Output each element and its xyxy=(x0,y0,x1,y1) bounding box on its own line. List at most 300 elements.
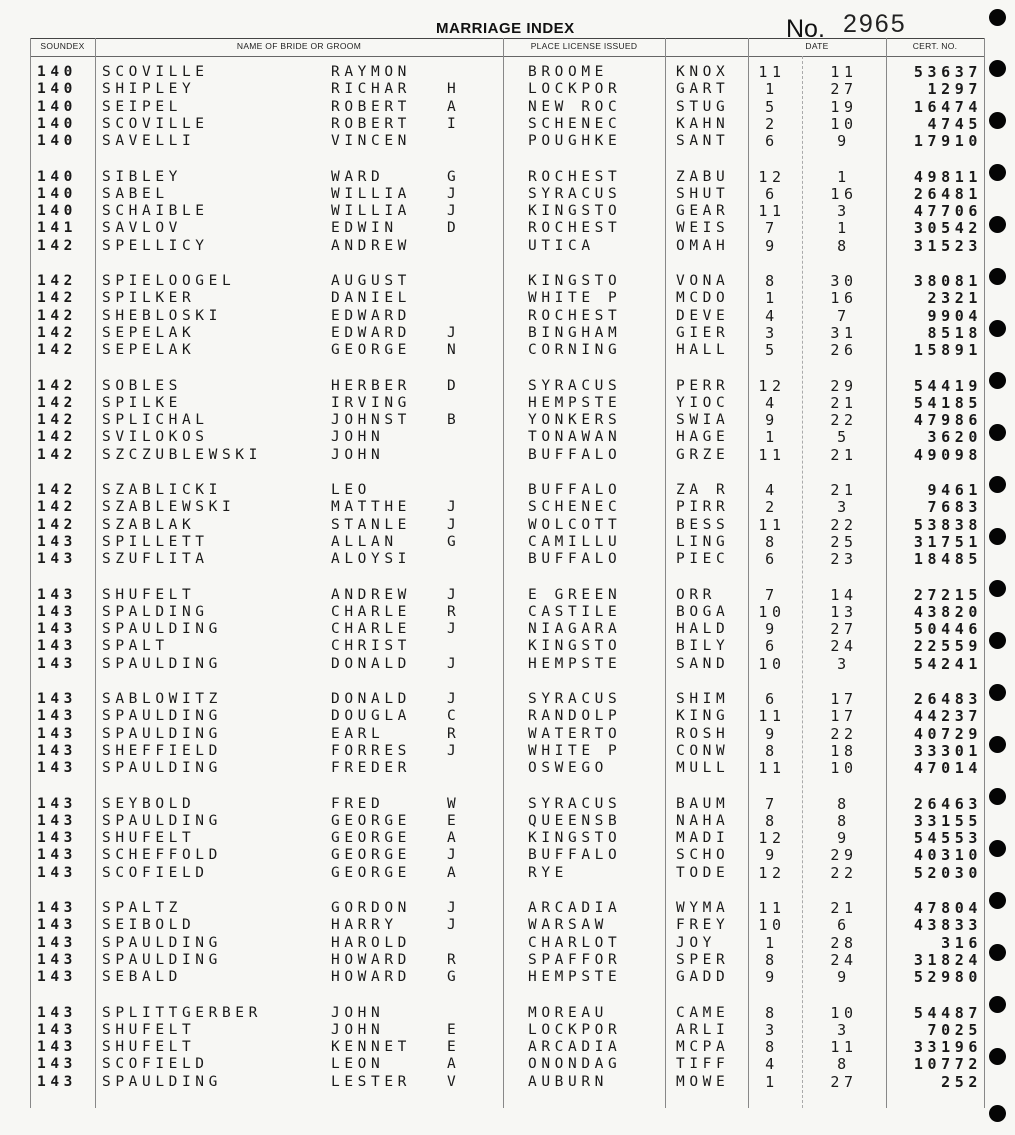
date-day: 19 xyxy=(830,97,858,116)
surname: SPAULDING xyxy=(102,655,222,672)
soundex-code: 143 xyxy=(37,725,77,742)
date-month: 8 xyxy=(765,532,779,551)
clerk-code: TIFF xyxy=(676,1056,730,1073)
certificate-number: 7025 xyxy=(927,1020,982,1039)
license-place: CASTILE xyxy=(528,603,622,620)
surname: SPLICHAL xyxy=(102,412,209,429)
table-row xyxy=(0,656,1015,673)
license-place: ONONDAG xyxy=(528,1056,622,1073)
table-row xyxy=(0,482,1015,499)
middle-initial: I xyxy=(447,115,461,132)
table-row xyxy=(0,638,1015,655)
feed-hole xyxy=(989,1105,1006,1122)
license-place: OSWEGO xyxy=(528,760,608,777)
surname: SEIPEL xyxy=(102,98,182,115)
table-row xyxy=(0,325,1015,342)
certificate-number: 9461 xyxy=(927,481,982,499)
date-month: 10 xyxy=(758,654,786,673)
middle-initial: N xyxy=(447,342,461,359)
date-month: 8 xyxy=(765,1003,779,1022)
surname: SPILKER xyxy=(102,290,196,307)
name-header: NAME OF BRIDE OR GROOM xyxy=(236,41,362,51)
middle-initial: G xyxy=(447,533,461,550)
soundex-code: 143 xyxy=(37,1004,77,1021)
date-day: 27 xyxy=(830,80,858,99)
license-place: WATERTO xyxy=(528,725,622,742)
middle-initial: J xyxy=(447,847,461,864)
clerk-code: SHIM xyxy=(676,691,730,707)
date-month: 11 xyxy=(758,515,786,534)
certificate-number: 49098 xyxy=(913,445,982,464)
date-month: 4 xyxy=(765,481,779,499)
date-day: 9 xyxy=(837,829,851,848)
license-place: KINGSTO xyxy=(528,830,622,847)
date-day: 8 xyxy=(837,1055,851,1074)
feed-hole xyxy=(989,788,1006,805)
middle-initial: J xyxy=(447,499,461,516)
record-group xyxy=(0,691,1015,796)
surname: SPAULDING xyxy=(102,1073,222,1090)
surname: SPAULDING xyxy=(102,951,222,968)
record-group xyxy=(0,796,1015,901)
surname: SPALT xyxy=(102,638,169,655)
license-place: LOCKPOR xyxy=(528,1021,622,1038)
record-group xyxy=(0,900,1015,1005)
soundex-code: 142 xyxy=(37,307,77,324)
given-name: LEO xyxy=(331,482,371,498)
soundex-code: 142 xyxy=(37,516,77,533)
table-row xyxy=(0,1056,1015,1073)
date-month: 6 xyxy=(765,550,779,569)
certificate-number: 26463 xyxy=(913,794,982,813)
surname: SEIBOLD xyxy=(102,917,196,934)
table-row xyxy=(0,238,1015,255)
surname: SPIELOOGEL xyxy=(102,273,236,289)
table-row xyxy=(0,447,1015,464)
date-month: 9 xyxy=(765,968,779,987)
table-row xyxy=(0,830,1015,847)
given-name: STANLE xyxy=(331,516,411,533)
surname: SEYBOLD xyxy=(102,795,196,812)
date-month: 4 xyxy=(765,1055,779,1074)
table-row xyxy=(0,99,1015,116)
clerk-code: SCHO xyxy=(676,847,730,864)
feed-hole xyxy=(989,528,1006,545)
certificate-number: 43833 xyxy=(913,916,982,935)
table-row xyxy=(0,517,1015,534)
certificate-number: 22559 xyxy=(913,637,982,656)
surname: SHEFFIELD xyxy=(102,742,222,759)
table-row xyxy=(0,551,1015,568)
certificate-number: 38081 xyxy=(913,272,982,290)
middle-initial: J xyxy=(447,742,461,759)
given-name: RAYMON xyxy=(331,64,411,80)
given-name: ALOYSI xyxy=(331,551,411,568)
certificate-number: 52030 xyxy=(913,863,982,882)
middle-initial: C xyxy=(447,708,461,725)
given-name: ROBERT xyxy=(331,98,411,115)
certificate-number: 8518 xyxy=(927,323,982,342)
license-place: ROCHEST xyxy=(528,168,622,185)
date-day: 9 xyxy=(837,968,851,987)
clerk-code: BAUM xyxy=(676,795,730,812)
soundex-code: 141 xyxy=(37,220,77,237)
date-month: 4 xyxy=(765,393,779,412)
soundex-code: 143 xyxy=(37,864,77,881)
surname: SIBLEY xyxy=(102,168,182,185)
feed-hole xyxy=(989,736,1006,753)
license-place: ARCADIA xyxy=(528,1039,622,1056)
clerk-code: GART xyxy=(676,81,730,98)
table-row xyxy=(0,935,1015,952)
date-month: 6 xyxy=(765,132,779,151)
table-row xyxy=(0,64,1015,81)
given-name: IRVING xyxy=(331,394,411,411)
clerk-code: HALD xyxy=(676,621,730,638)
clerk-code: GEAR xyxy=(676,203,730,220)
middle-initial: J xyxy=(447,655,461,672)
soundex-code: 140 xyxy=(37,98,77,115)
certificate-number: 40729 xyxy=(913,724,982,743)
table-row xyxy=(0,378,1015,395)
soundex-code: 142 xyxy=(37,412,77,429)
date-day: 17 xyxy=(830,690,858,708)
date-day: 22 xyxy=(830,515,858,534)
given-name: RICHAR xyxy=(331,81,411,98)
certificate-number: 1297 xyxy=(927,80,982,99)
feed-hole xyxy=(989,424,1006,441)
given-name: GORDON xyxy=(331,900,411,916)
surname: SCHEFFOLD xyxy=(102,847,222,864)
middle-initial: E xyxy=(447,1039,461,1056)
given-name: CHARLE xyxy=(331,603,411,620)
clerk-code: GADD xyxy=(676,969,730,986)
given-name: GEORGE xyxy=(331,864,411,881)
certificate-number: 44237 xyxy=(913,707,982,726)
license-place: ROCHEST xyxy=(528,307,622,324)
middle-initial: R xyxy=(447,725,461,742)
record-group xyxy=(0,273,1015,378)
certificate-number: 26481 xyxy=(913,184,982,203)
license-place: CAMILLU xyxy=(528,533,622,550)
date-day: 3 xyxy=(837,202,851,221)
date-month: 8 xyxy=(765,811,779,830)
date-month: 12 xyxy=(758,863,786,882)
given-name: DONALD xyxy=(331,655,411,672)
surname: SPAULDING xyxy=(102,934,222,951)
given-name: JOHNST xyxy=(331,412,411,429)
date-month: 3 xyxy=(765,323,779,342)
date-month: 9 xyxy=(765,236,779,255)
soundex-code: 143 xyxy=(37,1039,77,1056)
table-row xyxy=(0,499,1015,516)
date-month: 7 xyxy=(765,219,779,238)
clerk-code: FREY xyxy=(676,917,730,934)
date-month: 5 xyxy=(765,97,779,116)
date-day: 11 xyxy=(830,1038,858,1057)
middle-initial: H xyxy=(447,81,461,98)
middle-initial: D xyxy=(447,220,461,237)
surname: SZABLEWSKI xyxy=(102,499,236,516)
certificate-number: 16474 xyxy=(913,97,982,116)
surname: SEBALD xyxy=(102,969,182,986)
table-row xyxy=(0,587,1015,604)
certificate-number: 47986 xyxy=(913,411,982,430)
date-day: 10 xyxy=(830,1003,858,1022)
surname: SHEBLOSKI xyxy=(102,307,222,324)
given-name: DOUGLA xyxy=(331,708,411,725)
clerk-code: JOY xyxy=(676,934,716,951)
surname: SZCZUBLEWSKI xyxy=(102,446,262,463)
record-group xyxy=(0,1005,1015,1110)
date-day: 10 xyxy=(830,759,858,778)
page-title: MARRIAGE INDEX xyxy=(436,20,575,37)
soundex-code: 140 xyxy=(37,115,77,132)
clerk-code: WEIS xyxy=(676,220,730,237)
soundex-code: 142 xyxy=(37,499,77,516)
certificate-number: 3620 xyxy=(927,428,982,447)
certificate-number: 252 xyxy=(941,1072,982,1091)
soundex-code: 143 xyxy=(37,951,77,968)
clerk-code: ZABU xyxy=(676,168,730,185)
soundex-code: 143 xyxy=(37,917,77,934)
date-month: 6 xyxy=(765,637,779,656)
license-place: MOREAU xyxy=(528,1004,608,1021)
middle-initial: J xyxy=(447,516,461,533)
license-place: YONKERS xyxy=(528,412,622,429)
soundex-code: 142 xyxy=(37,394,77,411)
surname: SCOVILLE xyxy=(102,64,209,80)
table-row xyxy=(0,691,1015,708)
given-name: VINCEN xyxy=(331,133,411,150)
license-place: SYRACUS xyxy=(528,185,622,202)
given-name: ANDREW xyxy=(331,237,411,254)
license-place: HEMPSTE xyxy=(528,394,622,411)
clerk-code: LING xyxy=(676,533,730,550)
date-day: 22 xyxy=(830,724,858,743)
table-row xyxy=(0,796,1015,813)
surname: SAVELLI xyxy=(102,133,196,150)
surname: SZABLICKI xyxy=(102,482,222,498)
table-row xyxy=(0,308,1015,325)
date-month: 9 xyxy=(765,620,779,639)
feed-hole xyxy=(989,9,1006,26)
surname: SHUFELT xyxy=(102,586,196,603)
certificate-number: 30542 xyxy=(913,219,982,238)
date-month: 8 xyxy=(765,950,779,969)
record-group xyxy=(0,378,1015,483)
date-month: 10 xyxy=(758,602,786,621)
clerk-code: MULL xyxy=(676,760,730,777)
surname: SPILLETT xyxy=(102,533,209,550)
feed-hole xyxy=(989,1048,1006,1065)
given-name: HERBER xyxy=(331,377,411,394)
table-row xyxy=(0,743,1015,760)
surname: SPLITTGERBER xyxy=(102,1004,262,1021)
table-row xyxy=(0,342,1015,359)
license-place: KINGSTO xyxy=(528,273,622,289)
given-name: DONALD xyxy=(331,691,411,707)
soundex-code: 143 xyxy=(37,969,77,986)
given-name: MATTHE xyxy=(331,499,411,516)
date-month: 1 xyxy=(765,1072,779,1091)
given-name: WILLIA xyxy=(331,203,411,220)
certificate-number: 47804 xyxy=(913,899,982,917)
certificate-number: 31824 xyxy=(913,950,982,969)
date-header: DATE xyxy=(805,41,829,51)
soundex-code: 142 xyxy=(37,482,77,498)
feed-hole xyxy=(989,216,1006,233)
feed-hole xyxy=(989,580,1006,597)
license-place: BROOME xyxy=(528,64,608,80)
license-place: WARSAW xyxy=(528,917,608,934)
clerk-code: OMAH xyxy=(676,237,730,254)
clerk-code: ROSH xyxy=(676,725,730,742)
soundex-code: 143 xyxy=(37,812,77,829)
table-row xyxy=(0,133,1015,150)
soundex-code: 142 xyxy=(37,273,77,289)
date-month: 6 xyxy=(765,690,779,708)
certificate-number: 10772 xyxy=(913,1055,982,1074)
certificate-number: 40310 xyxy=(913,846,982,865)
surname: SCOFIELD xyxy=(102,864,209,881)
clerk-code: KING xyxy=(676,708,730,725)
given-name: WARD xyxy=(331,168,385,185)
clerk-code: MADI xyxy=(676,830,730,847)
soundex-code: 143 xyxy=(37,830,77,847)
soundex-code: 142 xyxy=(37,429,77,446)
table-row xyxy=(0,760,1015,777)
clerk-code: SWIA xyxy=(676,412,730,429)
soundex-code: 140 xyxy=(37,81,77,98)
date-month: 11 xyxy=(758,202,786,221)
certificate-number: 31751 xyxy=(913,532,982,551)
license-place: BUFFALO xyxy=(528,551,622,568)
surname: SCOVILLE xyxy=(102,115,209,132)
surname: SOBLES xyxy=(102,377,182,394)
license-place: HEMPSTE xyxy=(528,969,622,986)
license-place: SYRACUS xyxy=(528,795,622,812)
soundex-code: 143 xyxy=(37,760,77,777)
surname: SPILKE xyxy=(102,394,182,411)
soundex-code: 143 xyxy=(37,795,77,812)
soundex-code: 143 xyxy=(37,551,77,568)
given-name: LEON xyxy=(331,1056,385,1073)
sheet-number-label: No. xyxy=(786,15,825,43)
date-day: 23 xyxy=(830,550,858,569)
certificate-number: 50446 xyxy=(913,620,982,639)
date-day: 3 xyxy=(837,1020,851,1039)
clerk-code: BOGA xyxy=(676,603,730,620)
date-day: 21 xyxy=(830,445,858,464)
middle-initial: D xyxy=(447,377,461,394)
surname: SEPELAK xyxy=(102,342,196,359)
soundex-code: 143 xyxy=(37,586,77,603)
clerk-code: PIEC xyxy=(676,551,730,568)
soundex-code: 143 xyxy=(37,655,77,672)
date-month: 8 xyxy=(765,1038,779,1057)
certificate-number: 26483 xyxy=(913,690,982,708)
soundex-code: 140 xyxy=(37,203,77,220)
soundex-code: 142 xyxy=(37,324,77,341)
date-month: 11 xyxy=(758,707,786,726)
date-day: 24 xyxy=(830,637,858,656)
given-name: DANIEL xyxy=(331,290,411,307)
feed-hole xyxy=(989,840,1006,857)
soundex-code: 140 xyxy=(37,64,77,80)
clerk-code: YIOC xyxy=(676,394,730,411)
license-place: CHARLOT xyxy=(528,934,622,951)
middle-initial: A xyxy=(447,830,461,847)
given-name: JOHN xyxy=(331,429,385,446)
given-name: HARRY xyxy=(331,917,398,934)
date-month: 2 xyxy=(765,498,779,517)
date-month: 9 xyxy=(765,724,779,743)
license-place: WHITE P xyxy=(528,290,622,307)
date-day: 26 xyxy=(830,341,858,360)
middle-initial: R xyxy=(447,603,461,620)
date-day: 3 xyxy=(837,498,851,517)
clerk-code: SHUT xyxy=(676,185,730,202)
clerk-code: DEVE xyxy=(676,307,730,324)
table-row xyxy=(0,81,1015,98)
middle-initial: J xyxy=(447,203,461,220)
feed-hole xyxy=(989,372,1006,389)
soundex-code: 140 xyxy=(37,185,77,202)
clerk-code: WYMA xyxy=(676,900,730,916)
certificate-number: 47706 xyxy=(913,202,982,221)
date-month: 9 xyxy=(765,846,779,865)
date-day: 7 xyxy=(837,306,851,325)
middle-initial: A xyxy=(447,98,461,115)
surname: SZUFLITA xyxy=(102,551,209,568)
given-name: JOHN xyxy=(331,446,385,463)
soundex-code: 143 xyxy=(37,708,77,725)
given-name: ROBERT xyxy=(331,115,411,132)
date-month: 1 xyxy=(765,428,779,447)
certificate-number: 17910 xyxy=(913,132,982,151)
table-row xyxy=(0,290,1015,307)
license-place: BUFFALO xyxy=(528,847,622,864)
date-day: 29 xyxy=(830,846,858,865)
license-place: KINGSTO xyxy=(528,203,622,220)
given-name: CHARLE xyxy=(331,621,411,638)
given-name: FRED xyxy=(331,795,385,812)
middle-initial: V xyxy=(447,1073,461,1090)
soundex-code: 142 xyxy=(37,237,77,254)
clerk-code: MCDO xyxy=(676,290,730,307)
certificate-number: 52980 xyxy=(913,968,982,987)
surname: SHUFELT xyxy=(102,1021,196,1038)
soundex-code: 143 xyxy=(37,900,77,916)
table-row xyxy=(0,865,1015,882)
clerk-code: GRZE xyxy=(676,446,730,463)
date-month: 4 xyxy=(765,306,779,325)
certificate-number: 49811 xyxy=(913,167,982,186)
middle-initial: J xyxy=(447,324,461,341)
date-day: 21 xyxy=(830,393,858,412)
date-day: 1 xyxy=(837,219,851,238)
clerk-code: NAHA xyxy=(676,812,730,829)
license-place: RYE xyxy=(528,864,568,881)
middle-initial: B xyxy=(447,412,461,429)
given-name: LESTER xyxy=(331,1073,411,1090)
date-day: 22 xyxy=(830,863,858,882)
date-day: 28 xyxy=(830,933,858,952)
given-name: FREDER xyxy=(331,760,411,777)
certificate-number: 54185 xyxy=(913,393,982,412)
license-place: BINGHAM xyxy=(528,324,622,341)
